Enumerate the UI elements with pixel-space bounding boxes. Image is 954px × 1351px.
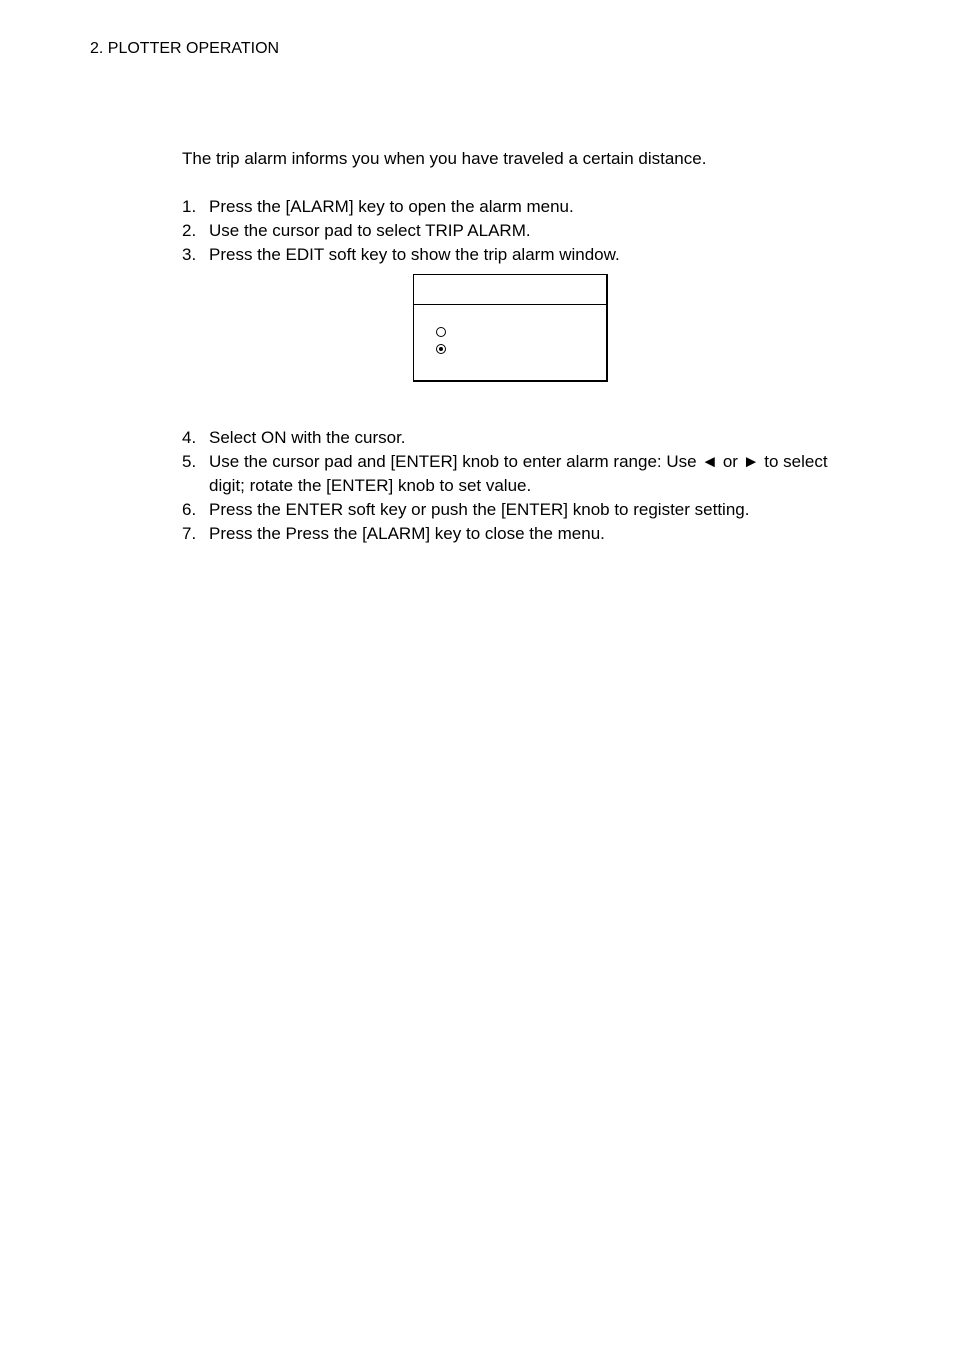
step-text: Select ON with the cursor. — [209, 428, 406, 447]
step-item — [182, 498, 831, 522]
step-number: 5. — [182, 452, 197, 471]
step-text: Press the [ALARM] key to open the alarm menu. — [209, 197, 574, 216]
procedure-steps-part-1 — [182, 195, 831, 267]
step-item — [182, 243, 831, 267]
radio-selected-icon — [436, 344, 446, 354]
step-item — [182, 219, 831, 243]
intro-paragraph: The trip alarm informs you when you have traveled a certain distance. — [182, 149, 707, 168]
radio-off-icon — [436, 327, 446, 337]
step-number: 6. — [182, 500, 197, 519]
step-number: 4. — [182, 428, 197, 447]
step-item — [182, 426, 831, 450]
radio-dot-icon — [439, 347, 443, 351]
step-number: 3. — [182, 245, 197, 264]
step-item — [182, 195, 831, 219]
window-title-bar — [414, 275, 606, 305]
step-text: Press the ENTER soft key or push the [ENTER] knob to register setting. — [209, 500, 750, 519]
step-item — [182, 450, 831, 498]
step-text: Use the cursor pad and [ENTER] knob to enter alarm range: Use ◄ or ► to select digit; rotate the [ENTER] knob to set value. — [209, 452, 828, 495]
procedure-steps-part-2 — [182, 426, 831, 546]
step-number: 2. — [182, 221, 197, 240]
step-text: Use the cursor pad to select TRIP ALARM. — [209, 221, 531, 240]
trip-alarm-window-figure — [413, 274, 608, 382]
step-number: 7. — [182, 524, 197, 543]
step-text: Press the Press the [ALARM] key to close the menu. — [209, 524, 605, 543]
step-number: 1. — [182, 197, 197, 216]
step-text: Press the EDIT soft key to show the trip alarm window. — [209, 245, 620, 264]
running-header: 2. PLOTTER OPERATION — [90, 40, 280, 57]
step-item — [182, 522, 831, 546]
